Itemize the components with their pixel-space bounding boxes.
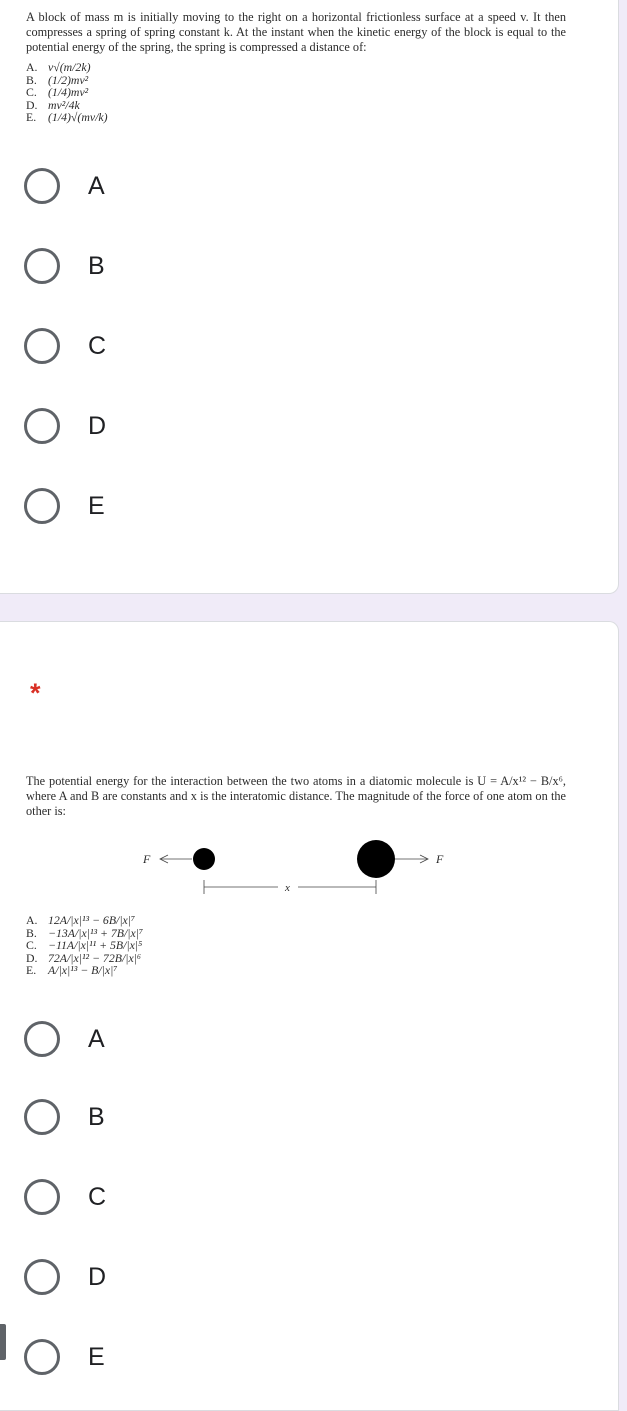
choice-label: C xyxy=(88,331,107,360)
option-expression: (1/4)√(mv/k) xyxy=(48,110,108,124)
option-expression: 72A/|x|¹² − 72B/|x|⁶ xyxy=(48,950,142,965)
distance-label: x xyxy=(285,882,290,894)
choice-label: C xyxy=(88,1182,107,1211)
option-expression: −11A/|x|¹¹ + 5B/|x|⁵ xyxy=(48,938,143,952)
radio-circle-icon[interactable] xyxy=(24,1179,60,1215)
question-1-choice-b[interactable] xyxy=(22,244,242,288)
question-1-choice-a[interactable] xyxy=(22,164,242,208)
option-expression: (1/2)mv² xyxy=(48,72,89,87)
option-expression: (1/4)mv² xyxy=(48,85,89,99)
question-card-2 xyxy=(0,621,619,1411)
radio-circle-icon[interactable] xyxy=(24,1021,60,1057)
question-card-1 xyxy=(0,0,619,594)
atom-right xyxy=(357,840,395,878)
option-letter: D. xyxy=(26,950,38,965)
option-letter: B. xyxy=(26,925,37,940)
option-letter: A. xyxy=(26,60,38,74)
question-2-text: The potential energy for the interaction between the two atoms in a diatomic molecule is U = A/x¹² − B/x⁶, where A and B are constants and x is the interatomic distance. The magnitude of the force of one atom on the other is: xyxy=(26,774,566,818)
radio-circle-icon[interactable] xyxy=(24,1099,60,1135)
two-atom-diagram xyxy=(130,840,460,904)
choice-label: E xyxy=(88,1342,105,1371)
question-1-choice-c[interactable] xyxy=(22,324,242,368)
force-right-label: F xyxy=(436,852,444,866)
choice-label: D xyxy=(88,411,107,440)
question-1-choice-d[interactable] xyxy=(22,404,242,448)
option-expression: 12A/|x|¹³ − 6B/|x|⁷ xyxy=(48,913,136,927)
option-letter: A. xyxy=(26,913,38,927)
radio-circle-icon[interactable] xyxy=(24,328,60,364)
atom-left xyxy=(193,848,215,870)
choice-label: A xyxy=(88,1024,105,1053)
option-letter: D. xyxy=(26,97,38,112)
question-2-choice-a[interactable] xyxy=(22,1017,242,1061)
choice-label: D xyxy=(88,1262,107,1291)
question-2-choice-c[interactable] xyxy=(22,1175,242,1219)
question-1-choice-e[interactable] xyxy=(22,484,242,528)
question-2-option-e xyxy=(26,964,143,977)
choice-label: B xyxy=(88,251,105,280)
radio-circle-icon[interactable] xyxy=(24,1259,60,1295)
option-letter: E. xyxy=(26,963,37,977)
option-expression: A/|x|¹³ − B/|x|⁷ xyxy=(48,963,118,977)
radio-circle-icon[interactable] xyxy=(24,1339,60,1375)
question-2-choice-d[interactable] xyxy=(22,1255,242,1299)
option-expression: −13A/|x|¹³ + 7B/|x|⁷ xyxy=(48,925,144,940)
question-1-option-list xyxy=(26,61,108,124)
option-letter: C. xyxy=(26,85,37,99)
option-expression: mv²/4k xyxy=(48,97,80,112)
option-letter: C. xyxy=(26,938,37,952)
question-2-option-list xyxy=(26,914,143,977)
question-2-choice-e[interactable] xyxy=(22,1335,242,1379)
choice-label: B xyxy=(88,1102,105,1131)
radio-circle-icon[interactable] xyxy=(24,488,60,524)
question-1-text: A block of mass m is initially moving to the right on a horizontal frictionless surface at a speed v. It then compresses a spring of spring constant k. At the instant when the kinetic energy of the block is equal to the potential energy of the spring, the spring is compressed a distance of: xyxy=(26,10,566,54)
radio-circle-icon[interactable] xyxy=(24,248,60,284)
question-1-option-e xyxy=(26,111,108,124)
choice-label: E xyxy=(88,491,105,520)
option-letter: B. xyxy=(26,72,37,87)
option-expression: v√(m/2k) xyxy=(48,60,91,74)
radio-circle-icon[interactable] xyxy=(24,408,60,444)
question-2-choice-b[interactable] xyxy=(22,1095,242,1139)
required-marker: * xyxy=(30,678,41,708)
radio-circle-icon[interactable] xyxy=(24,168,60,204)
option-letter: E. xyxy=(26,110,37,124)
focus-indicator-bar xyxy=(0,1324,6,1360)
force-left-label: F xyxy=(143,852,151,866)
choice-label: A xyxy=(88,171,105,200)
